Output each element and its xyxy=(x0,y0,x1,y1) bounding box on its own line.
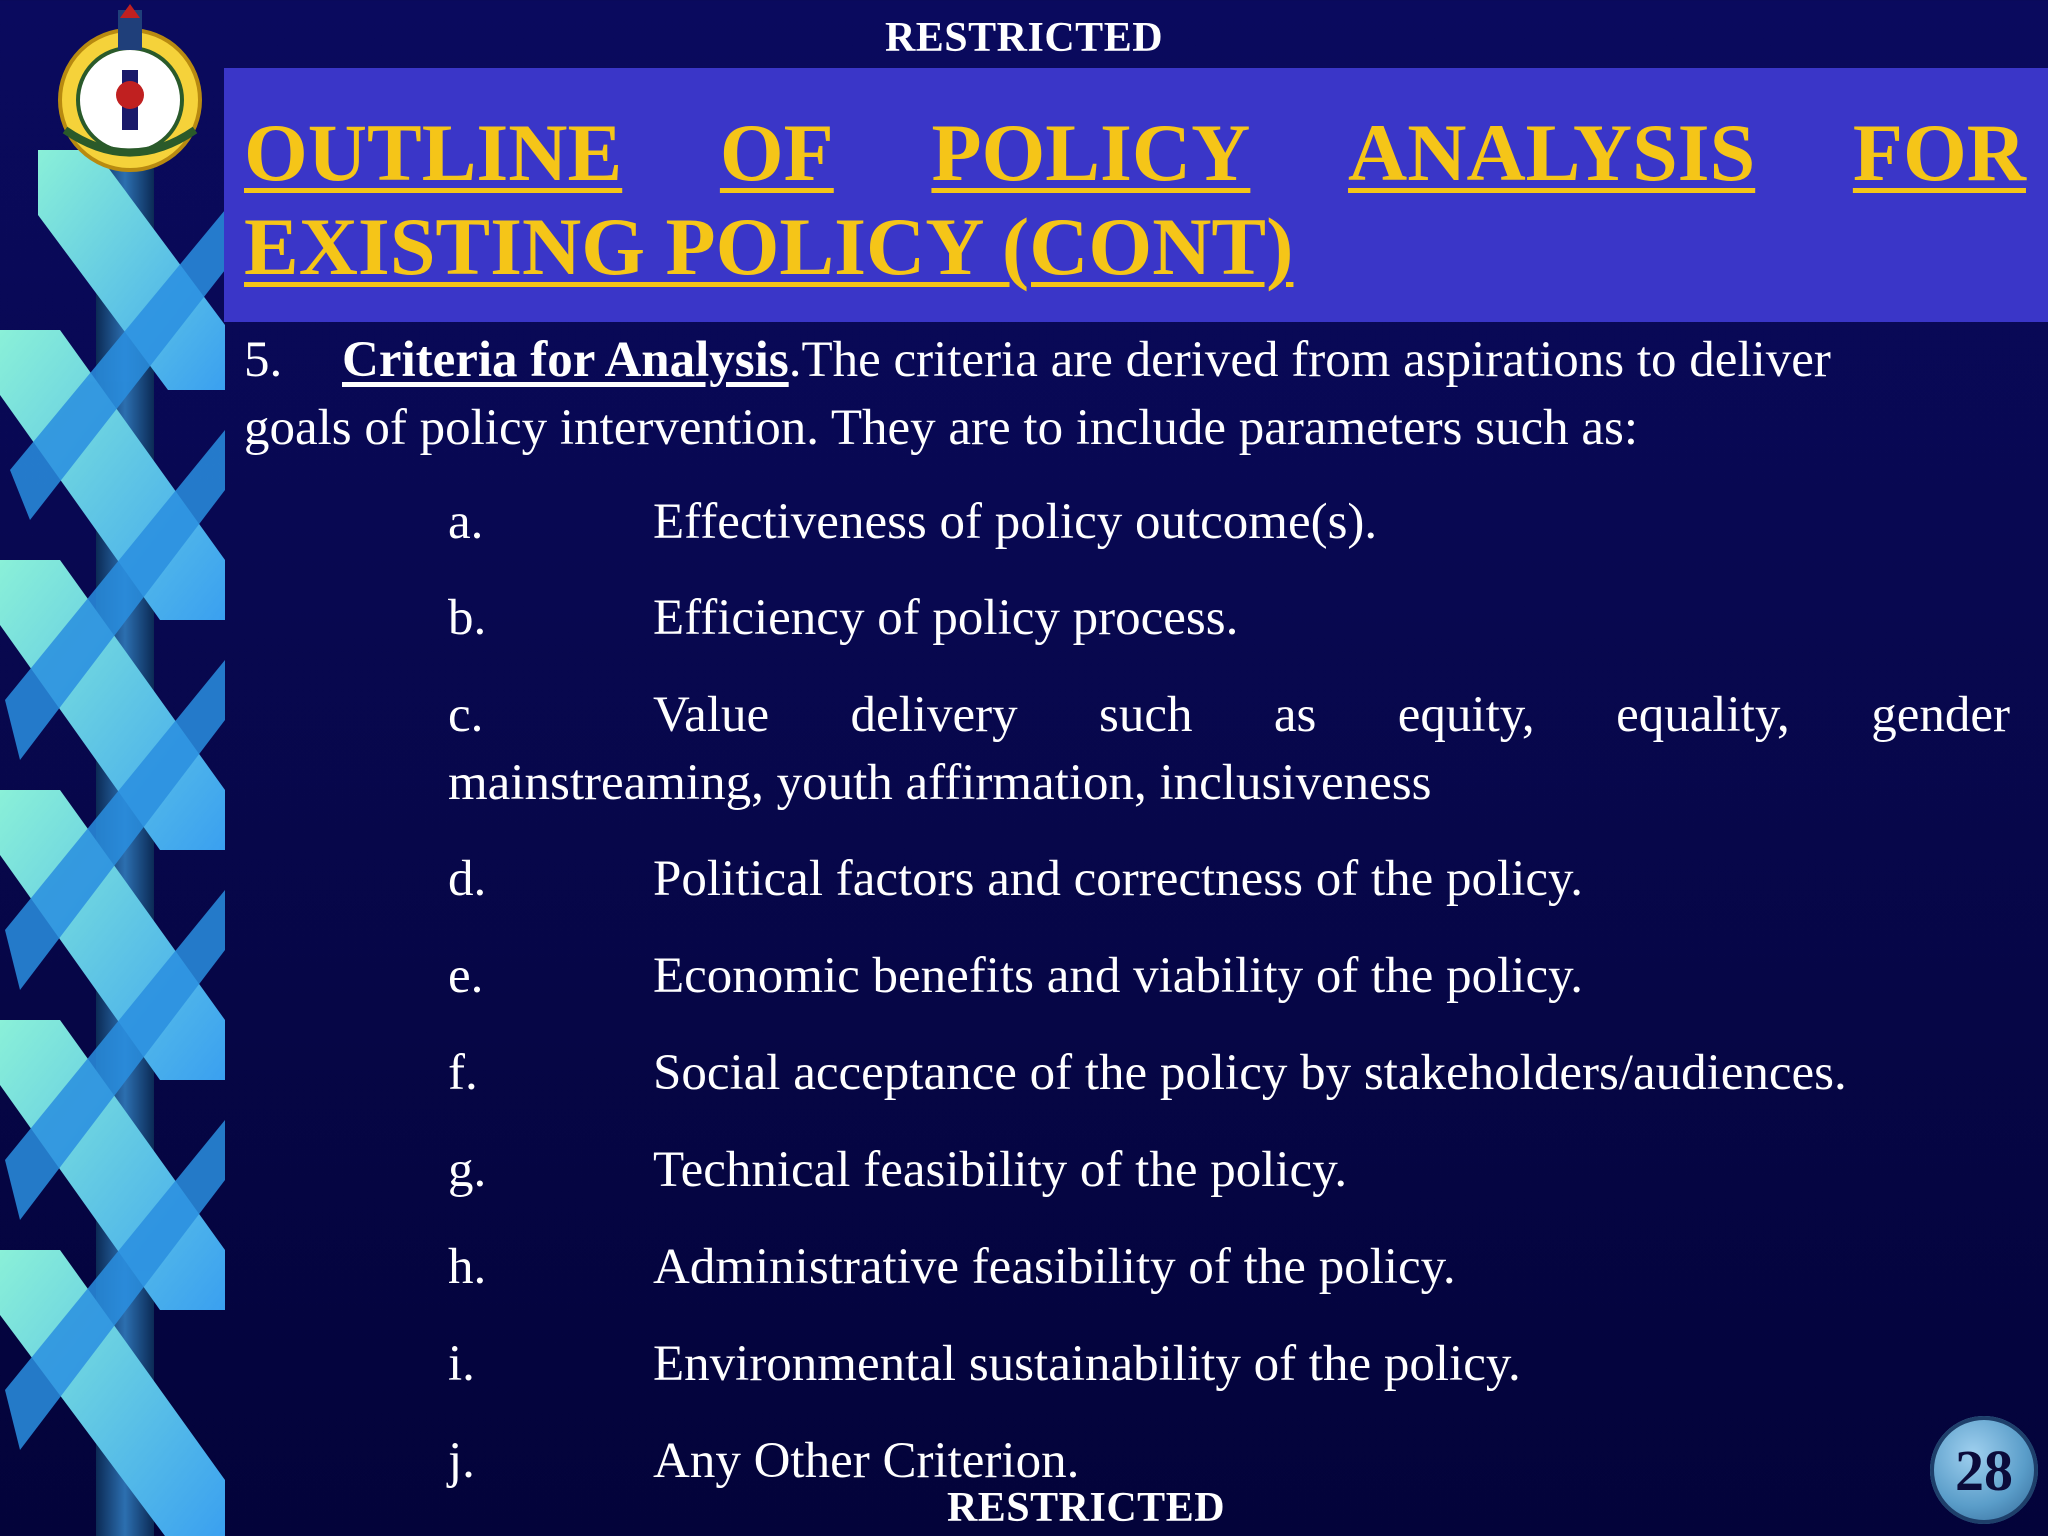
item-text: Environmental sustainability of the policy. xyxy=(653,1336,1521,1392)
classification-top: RESTRICTED xyxy=(884,15,1164,61)
item-letter: j. xyxy=(448,1433,475,1489)
item-word: equality, xyxy=(1616,687,1790,743)
item-text: Efficiency of policy process. xyxy=(653,590,1239,646)
item-text: Political factors and correctness of the policy. xyxy=(653,851,1583,907)
item-letter: a. xyxy=(448,494,484,550)
item-word: delivery xyxy=(850,687,1018,743)
item-continuation: mainstreaming, youth affirmation, inclusiveness xyxy=(448,755,1432,811)
item-word: as xyxy=(1273,687,1317,743)
item-word: equity, xyxy=(1397,687,1535,743)
title-line-1 xyxy=(244,106,2026,200)
section-number: 5. xyxy=(244,332,283,388)
intro-paragraph xyxy=(244,326,2010,462)
item-letter: b. xyxy=(448,590,487,646)
item-line-1 xyxy=(448,681,2010,749)
item-word: gender xyxy=(1871,687,2010,743)
item-letter: i. xyxy=(448,1336,475,1392)
item-text: Economic benefits and viability of the policy. xyxy=(653,948,1584,1004)
item-text: Technical feasibility of the policy. xyxy=(653,1142,1348,1198)
item-letter: g. xyxy=(448,1142,487,1198)
item-text: Social acceptance of the policy by stakeholders/audiences. xyxy=(653,1045,1847,1101)
slide-title xyxy=(244,106,2026,294)
title-word: OF xyxy=(719,107,834,198)
intro-text-first: .The criteria are derived from aspirations to deliver xyxy=(788,332,1831,388)
page-number: 28 xyxy=(1955,1437,2013,1503)
title-word: FOR xyxy=(1852,107,2026,198)
classification-bottom: RESTRICTED xyxy=(946,1485,1226,1531)
list-item xyxy=(448,681,2010,817)
item-text: Effectiveness of policy outcome(s). xyxy=(653,494,1378,550)
item-letter: h. xyxy=(448,1239,487,1295)
title-word: OUTLINE xyxy=(244,107,623,198)
page-number-badge xyxy=(1930,1416,2038,1524)
item-letter: f. xyxy=(448,1045,478,1101)
section-heading: Criteria for Analysis xyxy=(342,332,789,388)
title-word: ANALYSIS xyxy=(1348,107,1756,198)
intro-text-second: goals of policy intervention. They are to include parameters such as: xyxy=(244,400,1639,456)
title-line-2: EXISTING POLICY (CONT) xyxy=(244,201,1294,292)
item-word: such xyxy=(1099,687,1193,743)
item-letter: c. xyxy=(448,687,484,743)
ribbon-decoration xyxy=(0,0,225,1536)
item-letter: d. xyxy=(448,851,487,907)
item-text: Administrative feasibility of the policy. xyxy=(653,1239,1456,1295)
title-word: POLICY xyxy=(931,107,1251,198)
item-letter: e. xyxy=(448,948,484,1004)
item-word: Value xyxy=(653,687,770,743)
item-text: Any Other Criterion. xyxy=(653,1433,1080,1489)
